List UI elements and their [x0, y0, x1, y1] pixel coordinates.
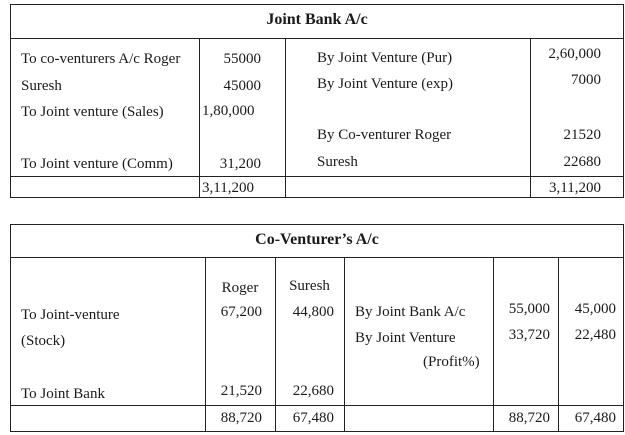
- cv-left-roger: 67,200: [220, 304, 262, 320]
- jb-right-amount: 22680: [563, 154, 601, 170]
- cv-left-label: To Joint-venture: [21, 307, 120, 323]
- jb-left-amount: 31,200: [219, 156, 261, 172]
- col-divider: [344, 257, 345, 432]
- jb-right-label: By Joint Venture (Pur): [317, 50, 453, 66]
- jb-left-label: Suresh: [21, 78, 62, 94]
- total-divider: [11, 176, 623, 177]
- jb-right-amount: 7000: [571, 72, 601, 88]
- cv-left-suresh: 22,680: [292, 383, 334, 399]
- cv-left-label: To Joint Bank: [21, 386, 105, 402]
- jb-right-amount: 21520: [563, 127, 601, 143]
- jb-right-label: By Joint Venture (exp): [317, 76, 453, 92]
- joint-bank-title: Joint Bank A/c: [266, 11, 368, 28]
- cv-total-right-roger: 88,720: [508, 410, 550, 426]
- cv-right-roger: 33,720: [508, 327, 550, 343]
- jb-left-amount: 55000: [223, 51, 261, 67]
- jb-total-right: 3,11,200: [549, 180, 601, 196]
- title-divider: [11, 257, 623, 258]
- cv-right-label: By Joint Venture: [355, 330, 456, 346]
- cv-right-label: (Profit%): [423, 354, 480, 370]
- cv-right-label: By Joint Bank A/c: [355, 304, 466, 320]
- jb-left-label: To Joint venture (Sales): [21, 104, 164, 120]
- total-divider: [11, 405, 623, 406]
- joint-bank-account: [10, 4, 624, 198]
- cv-total-left-suresh: 67,480: [292, 410, 334, 426]
- cv-left-label: (Stock): [21, 333, 66, 349]
- cv-left-roger: 21,520: [220, 383, 262, 399]
- co-venturer-title: Co-Venturer’s A/c: [255, 231, 379, 248]
- cv-right-roger: 55,000: [508, 301, 550, 317]
- jb-right-label: Suresh: [317, 154, 358, 170]
- jb-right-amount: 2,60,000: [548, 46, 601, 62]
- header-suresh: Suresh: [289, 278, 330, 294]
- col-divider: [285, 38, 286, 198]
- cv-right-suresh: 45,000: [574, 301, 616, 317]
- jb-total-left: 3,11,200: [202, 180, 254, 196]
- jb-left-amount: 45000: [223, 78, 261, 94]
- jb-left-label: To Joint venture (Comm): [21, 156, 173, 172]
- jb-left-amount: 1,80,000: [202, 103, 255, 119]
- col-divider: [493, 257, 494, 432]
- cv-total-right-suresh: 67,480: [574, 410, 616, 426]
- col-divider: [558, 257, 559, 432]
- jb-left-label: To co-venturers A/c Roger: [21, 51, 181, 67]
- header-roger: Roger: [221, 280, 259, 296]
- cv-total-left-roger: 88,720: [220, 410, 262, 426]
- cv-right-suresh: 22,480: [574, 327, 616, 343]
- cv-left-suresh: 44,800: [292, 304, 334, 320]
- jb-right-label: By Co-venturer Roger: [317, 127, 452, 143]
- col-divider: [199, 38, 200, 198]
- title-divider: [11, 38, 623, 39]
- co-venturer-account: [10, 224, 624, 432]
